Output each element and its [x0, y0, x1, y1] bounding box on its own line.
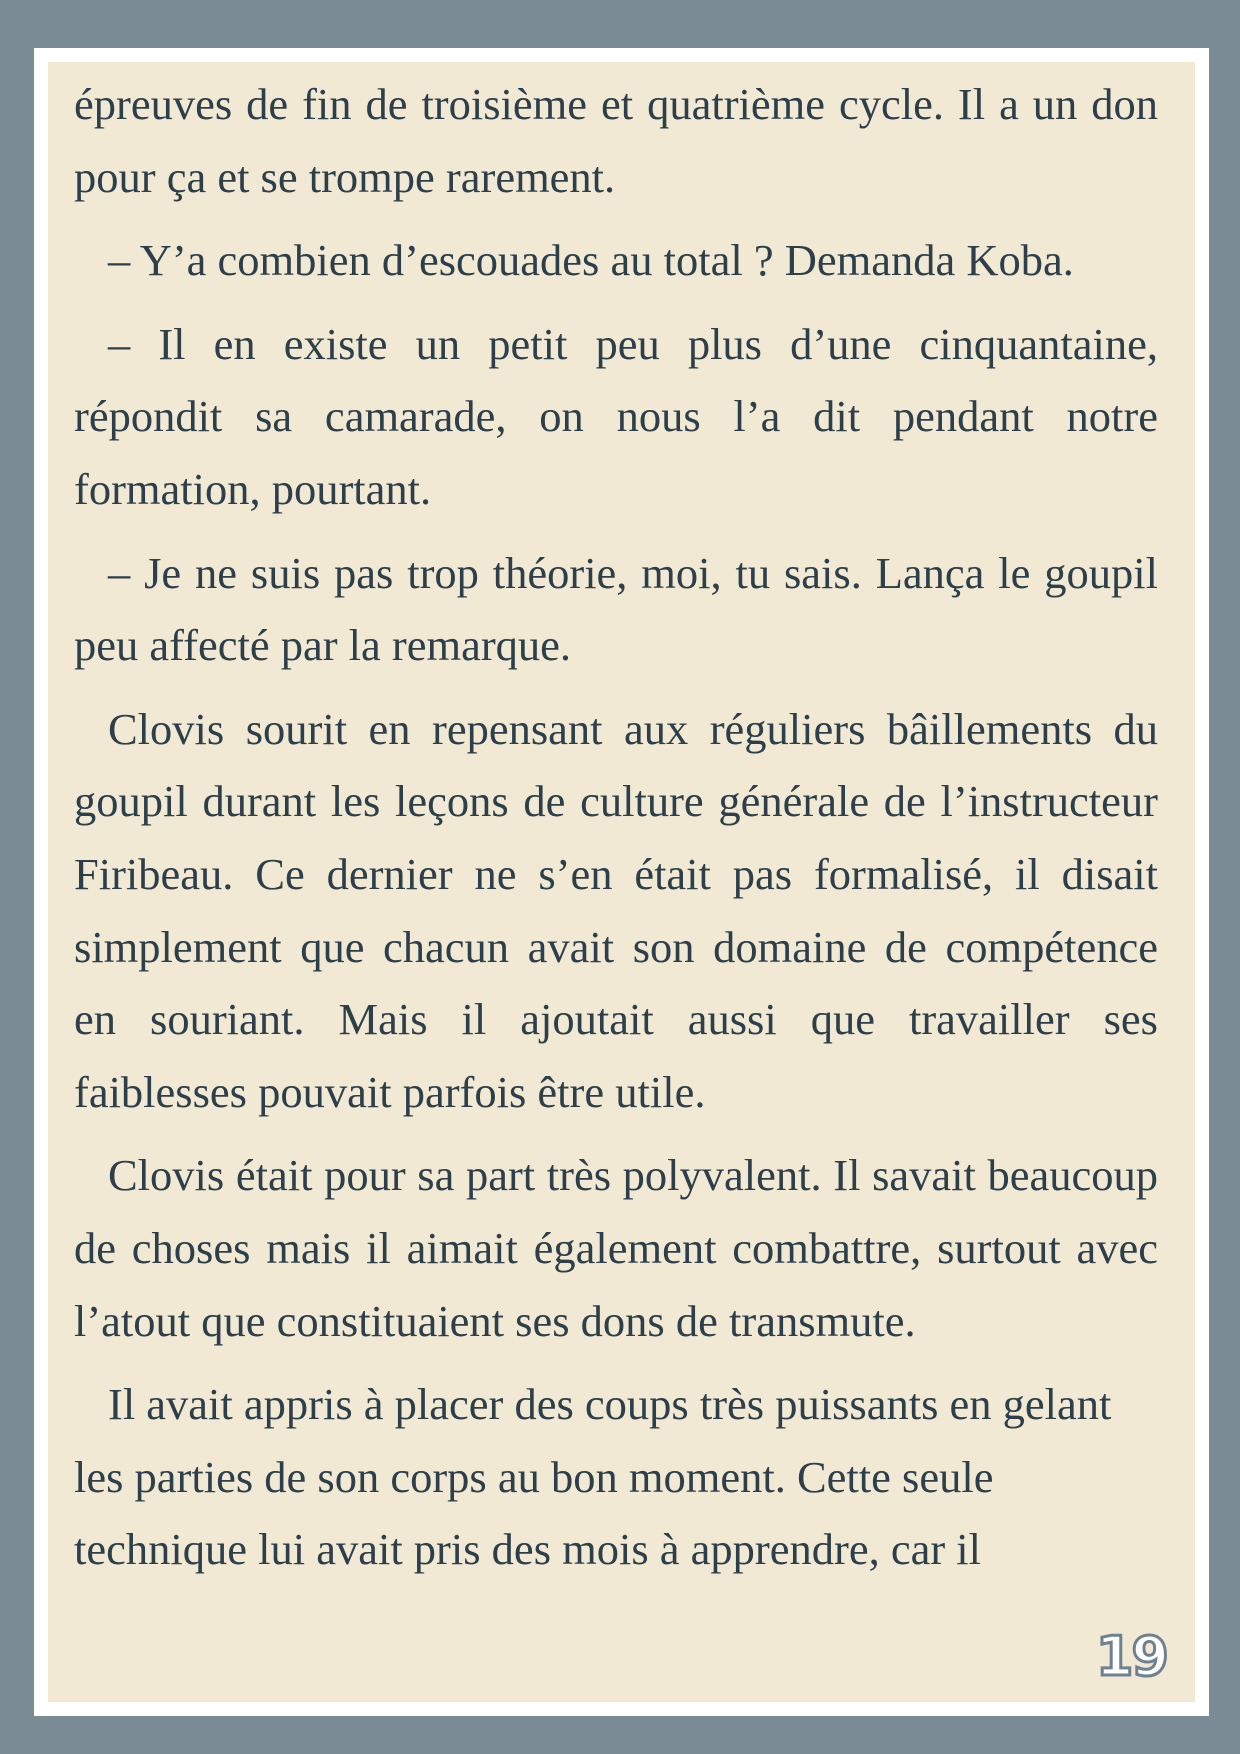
paragraph: – Il en existe un petit peu plus d’une cinquantaine, répondit sa camarade, on nous l’a dit pendant notre formation, pourtant.	[74, 318, 1158, 514]
page-number: 19	[1095, 1625, 1167, 1688]
paragraph: – Y’a combien d’escouades au total ? Demanda Koba.	[108, 235, 1074, 286]
paragraph: épreuves de fin de troisième et quatrième cycle. Il a un don pour ça et se trompe rarement.	[74, 79, 1158, 202]
paragraph: Clovis sourit en repensant aux réguliers bâillements du goupil durant les leçons de culture générale de l’instructeur Firibeau. Ce dernier ne s’en était pas formalisé, il disait simplement que chacun avait son domaine de compétence en souriant. Mais il ajoutait aussi que travailler ses faiblesses pouvait parfois être utile.	[74, 703, 1158, 1117]
page-paper	[48, 62, 1195, 1702]
paragraph: Clovis était pour sa part très polyvalent. Il savait beaucoup de choses mais il aimait également combattre, surtout avec l’atout que constituaient ses dons de transmute.	[74, 1150, 1158, 1346]
paragraph: Il avait appris à placer des coups très puissants en gelant les parties de son corps au bon moment. Cette seule technique lui avait pris des mois à apprendre, car il	[74, 1379, 1112, 1575]
body-text	[74, 68, 1158, 1597]
paragraph: – Je ne suis pas trop théorie, moi, tu sais. Lança le goupil peu affecté par la remarque.	[74, 547, 1158, 671]
